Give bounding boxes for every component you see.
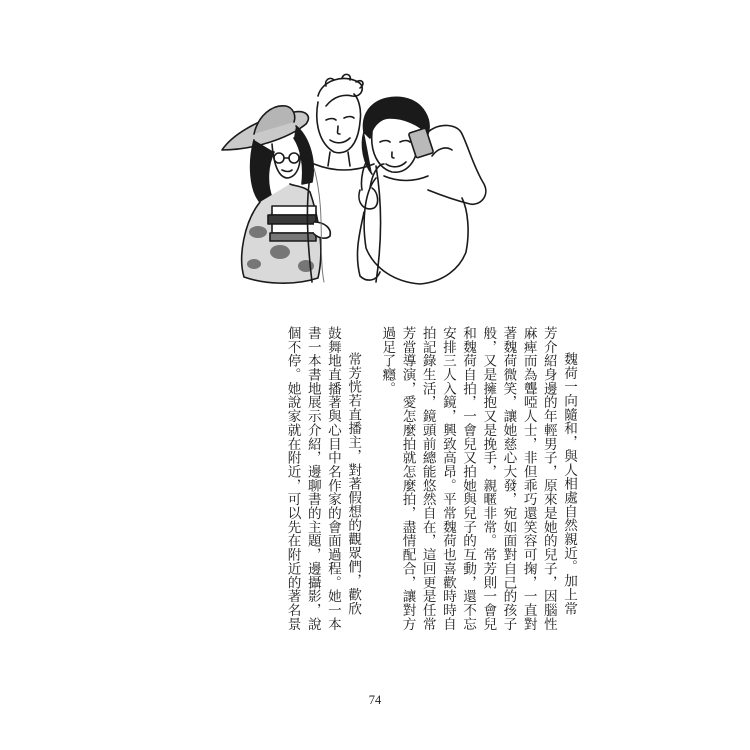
text-column: 著魏荷微笑，讓她慈心大發，宛如面對自己的孩子 (500, 326, 517, 631)
text-column: 鼓舞地直播著與心目中名作家的會面過程。她一本 (324, 326, 341, 631)
vertical-text-body (284, 326, 578, 656)
text-column: 安排三人入鏡，興致高昂。平常魏荷也喜歡時時自 (439, 326, 456, 631)
text-column: 書一本書地展示介紹，邊聊書的主題，邊攝影，說 (304, 326, 321, 631)
text-column: 芳當導演，愛怎麼拍就怎麼拍，盡情配合，讓對方 (399, 326, 416, 631)
text-column: 般，又是擁抱又是挽手，親暱非常。常芳則一會兒 (480, 326, 497, 631)
text-column: 魏荷一向隨和，與人相處自然親近。加上常 (561, 352, 577, 616)
text-column: 拍記錄生活，鏡頭前總能悠然自在，這回更是任常 (419, 326, 436, 631)
text-column: 過足了癮。 (379, 326, 396, 396)
text-column: 芳介紹身邊的年輕男子，原來是她的兒子，因腦性 (540, 326, 557, 631)
text-column: 個不停。她說家就在附近，可以先在附近的著名景 (284, 326, 301, 631)
three-people-selfie-illustration (214, 72, 506, 302)
text-column: 常芳恍若直播主，對著假想的觀眾們，歡欣 (345, 352, 362, 616)
text-column: 和魏荷自拍，一會兒又拍她與兒子的互動，還不忘 (460, 326, 477, 631)
text-column: 麻痺而為聾啞人士，非但乖巧還笑容可掬，一直對 (520, 326, 537, 631)
page-number: 74 (368, 693, 382, 707)
